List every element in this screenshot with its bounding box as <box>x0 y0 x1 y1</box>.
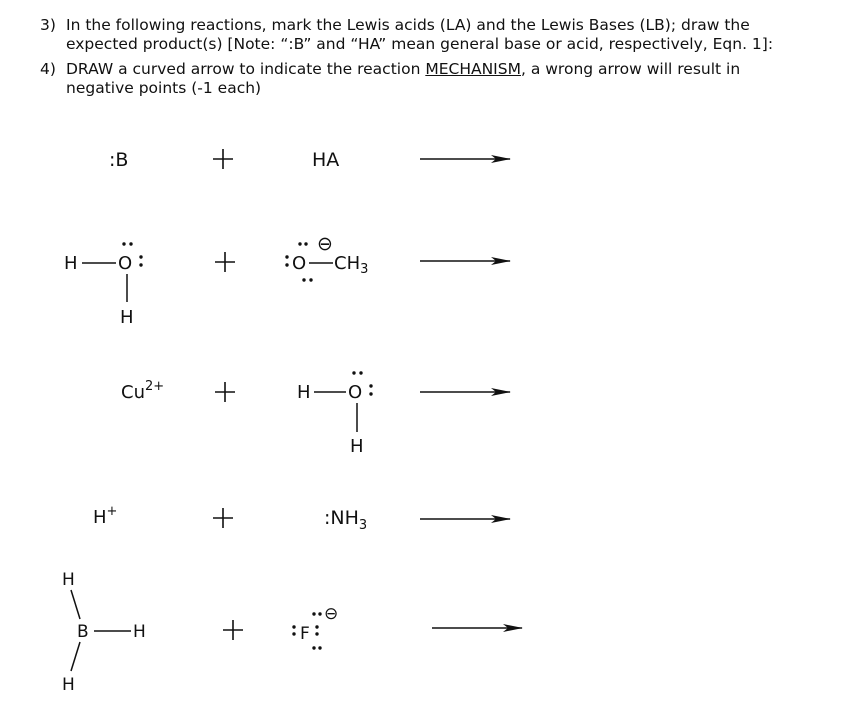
proton: H+ <box>93 504 118 528</box>
emphasis-mechanism: MECHANISM <box>425 60 521 78</box>
oxygen-atom: O <box>118 253 133 274</box>
bond <box>71 590 80 619</box>
acid-label: HA <box>312 149 340 171</box>
fluorine-atom: F <box>300 624 310 644</box>
plus-sign <box>223 620 243 640</box>
boron-atom: B <box>77 622 89 642</box>
plus-sign <box>213 149 233 169</box>
water-molecule <box>64 242 143 328</box>
ammonia: $:NH_3$ <box>324 507 368 533</box>
hydrogen-atom: H <box>62 570 75 590</box>
oxygen-atom: O <box>292 253 307 274</box>
plus-sign <box>215 252 235 272</box>
water-molecule <box>297 371 373 457</box>
reaction-3 <box>121 371 510 457</box>
question-text: , a wrong arrow will result in <box>520 60 741 78</box>
borane-molecule <box>62 570 146 695</box>
question-text-line: negative points (-1 each) <box>66 79 262 97</box>
fluoride-ion <box>292 604 338 650</box>
plus-sign <box>215 382 235 402</box>
question-number: 3) <box>40 16 56 34</box>
question-text-line: expected product(s) [Note: “:B” and “HA” mean general base or acid, respectively, Eqn. 1]: <box>66 35 774 53</box>
reaction-1 <box>109 149 510 171</box>
hydrogen-atom: H <box>350 436 364 457</box>
hydrogen-atom: H <box>297 382 311 403</box>
negative-charge: ⊖ <box>324 604 339 624</box>
oxygen-atom: O <box>348 382 363 403</box>
negative-charge: ⊖ <box>317 233 333 255</box>
reaction-4 <box>93 504 510 533</box>
reaction-2 <box>64 233 510 328</box>
copper-ion: $Cu^{2+}$ <box>121 379 165 403</box>
plus-sign <box>213 508 233 528</box>
question-number: 4) <box>40 60 56 78</box>
hydrogen-atom: H <box>62 675 75 695</box>
methyl-group: $CH_3$ <box>334 253 369 277</box>
methoxide-ion <box>285 233 368 282</box>
question-text: DRAW a curved arrow to indicate the reaction <box>66 60 426 78</box>
reaction-5 <box>62 570 522 695</box>
hydrogen-atom: H <box>133 622 146 642</box>
hydrogen-atom: H <box>64 253 78 274</box>
hydrogen-atom: H <box>120 307 134 328</box>
bond <box>71 642 80 671</box>
base-label: :B <box>109 149 129 171</box>
question-text-line: In the following reactions, mark the Lewis acids (LA) and the Lewis Bases (LB); draw the <box>66 16 750 34</box>
